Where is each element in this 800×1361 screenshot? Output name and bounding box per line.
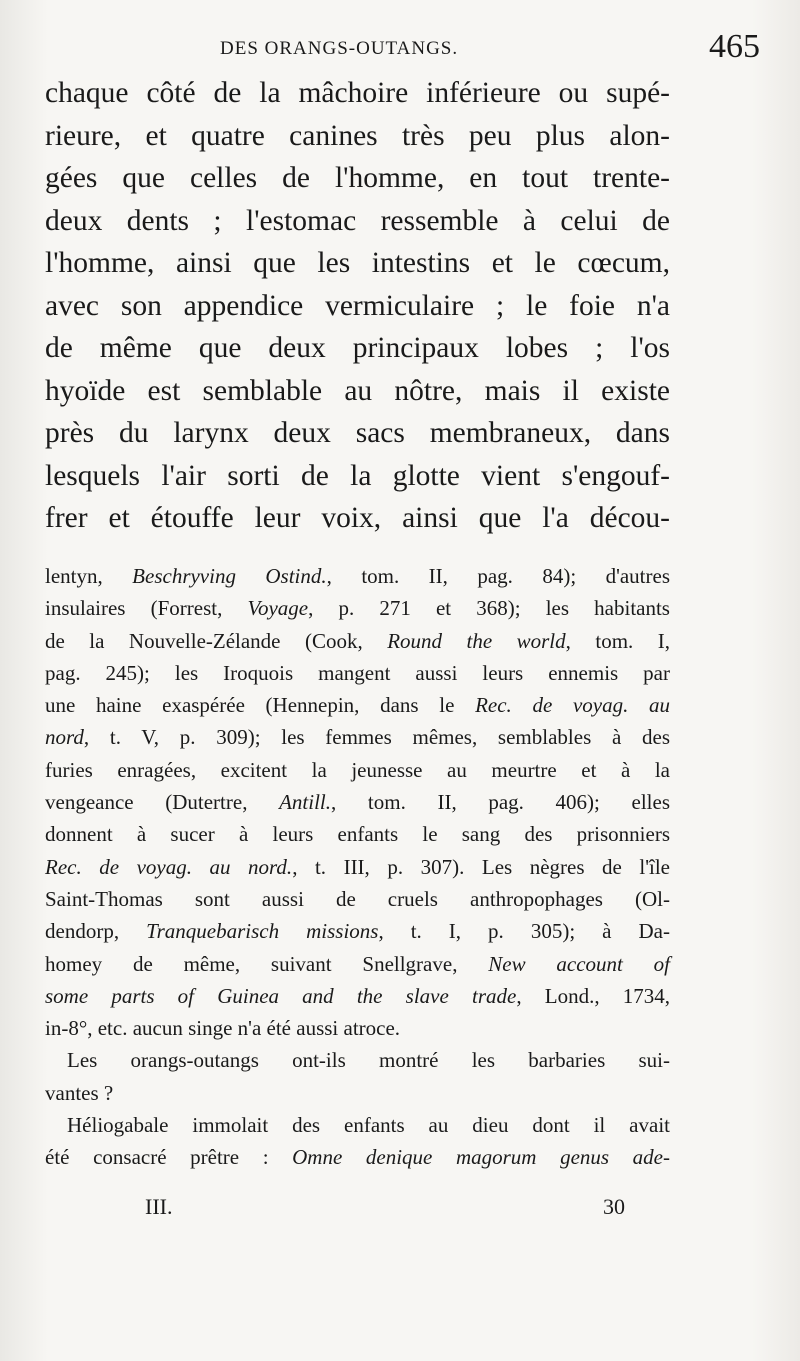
note-line: in-8°, etc. aucun singe n'a été aussi atroce. xyxy=(45,1016,401,1041)
note-line: insulaires (Forrest, Voyage, p. 271 et 368); les habitants xyxy=(45,596,670,621)
note-line: une haine exaspérée (Hennepin, dans le Rec. de voyag. au xyxy=(45,693,670,718)
note-line: dendorp, Tranquebarisch missions, t. I, p. 305); à Da- xyxy=(45,919,670,944)
text-line: près du larynx deux sacs membraneux, dans xyxy=(45,417,670,449)
note-line: été consacré prêtre : Omne denique magorum genus ade- xyxy=(45,1145,670,1170)
text-line: de même que deux principaux lobes ; l'os xyxy=(45,332,670,364)
signature-mark: III. xyxy=(145,1194,173,1219)
note-line: homey de même, suivant Snellgrave, New account of xyxy=(45,951,670,976)
text-line: deux dents ; l'estomac ressemble à celui de xyxy=(45,204,670,237)
running-head: DES ORANGS-OUTANGS. xyxy=(220,38,459,59)
note-line: Rec. de voyag. au nord., t. III, p. 307). Les nègres de l'île xyxy=(45,854,670,879)
note-line: Les orangs-outangs ont-ils montré les barbaries sui- xyxy=(67,1048,670,1073)
note-line: Saint-Thomas sont aussi de cruels anthropophages (Ol- xyxy=(45,886,670,911)
note-line: lentyn, Beschryving Ostind., tom. II, pag. 84); d'autres xyxy=(45,564,671,588)
text-line: lesquels l'air sorti de la glotte vient s'engouf- xyxy=(45,459,670,492)
text-line: l'homme, ainsi que les intestins et le cœcum, xyxy=(45,247,670,279)
page-footer xyxy=(145,1194,625,1224)
note-line: some parts of Guinea and the slave trade, Lond., 1734, xyxy=(45,983,670,1008)
note-line: nord, t. V, p. 309); les femmes mêmes, semblables à des xyxy=(45,725,670,750)
note-line: vengeance (Dutertre, Antill., tom. II, pag. 406); elles xyxy=(45,790,670,815)
text-line: chaque côté de la mâchoire inférieure ou supé- xyxy=(45,77,670,109)
text-line: gées que celles de l'homme, en tout trente- xyxy=(45,162,670,194)
main-text xyxy=(45,72,670,540)
note-line: donnent à sucer à leurs enfants le sang des prisonniers xyxy=(45,822,670,847)
text-line: frer et étouffe leur voix, ainsi que l'a décou- xyxy=(45,502,670,534)
text-line: avec son appendice vermiculaire ; le foie n'a xyxy=(45,289,670,322)
page-header xyxy=(40,28,760,72)
text-line: rieure, et quatre canines très peu plus alon- xyxy=(45,119,670,152)
note-line: vantes ? xyxy=(45,1080,114,1105)
note-line: Héliogabale immolait des enfants au dieu dont il avait xyxy=(67,1113,670,1138)
footnote-block xyxy=(45,560,670,1174)
note-line: de la Nouvelle-Zélande (Cook, Round the world, tom. I, xyxy=(45,628,670,653)
note-line: furies enragées, excitent la jeunesse au meurtre et à la xyxy=(45,757,670,782)
text-line: hyoïde est semblable au nôtre, mais il existe xyxy=(45,374,670,407)
note-line: pag. 245); les Iroquois mangent aussi leurs ennemis par xyxy=(45,660,670,685)
signature-number: 30 xyxy=(603,1194,625,1219)
page-number: 465 xyxy=(709,28,760,65)
